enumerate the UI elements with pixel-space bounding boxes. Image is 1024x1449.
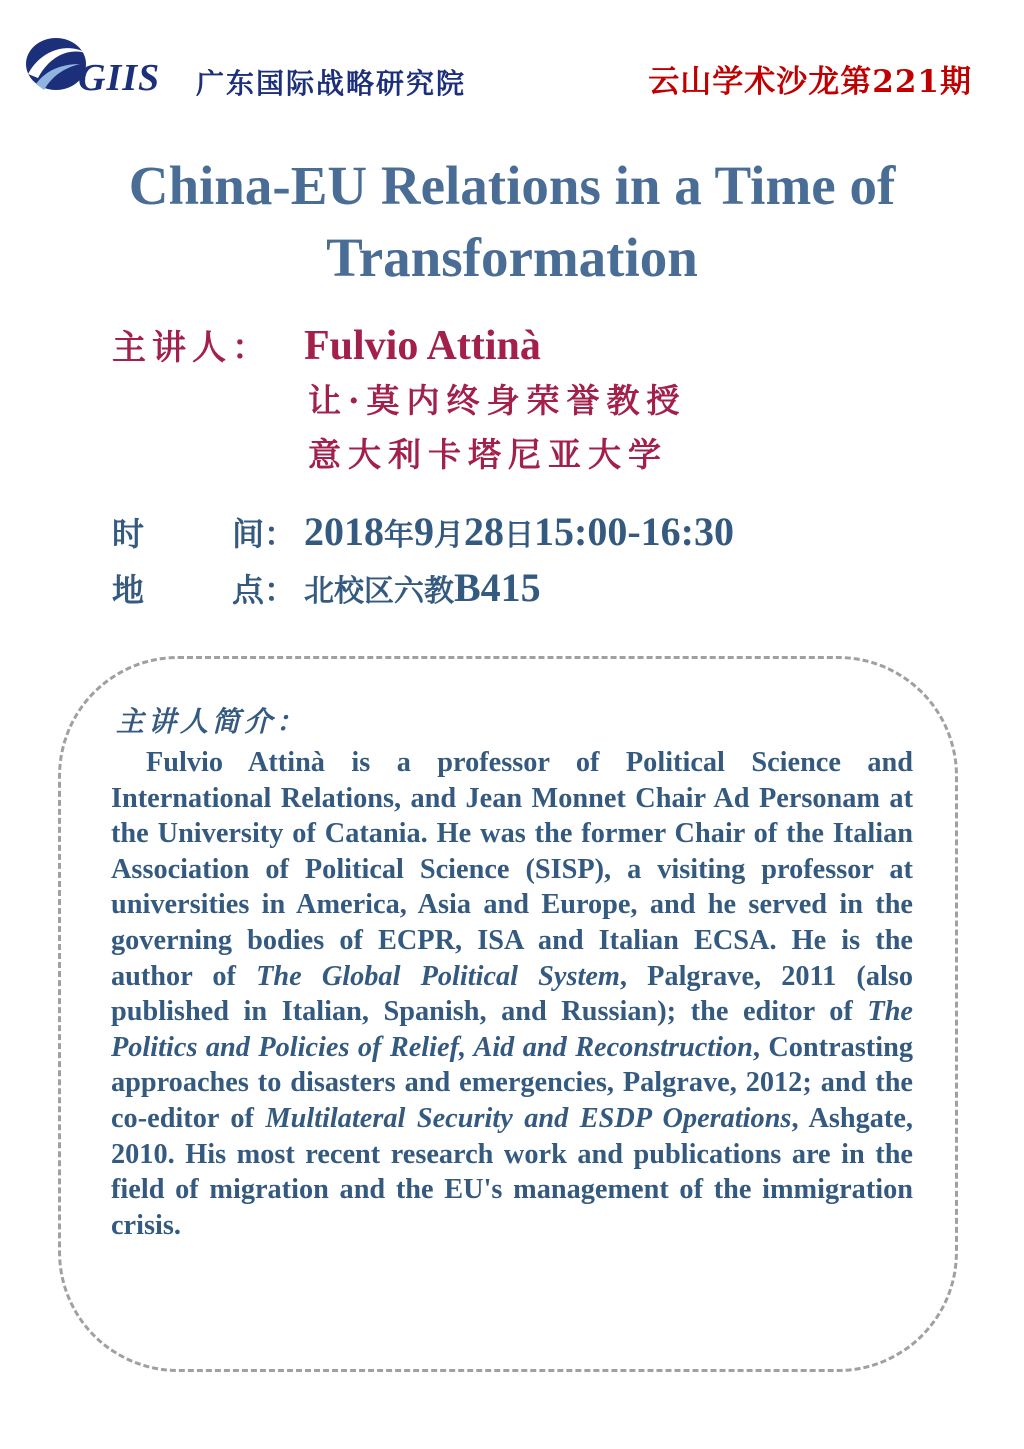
book-title: The Politics and Policies of Relief, Aid and Reconstruction — [111, 996, 913, 1063]
place-row — [112, 564, 734, 620]
bio-paragraph: Fulvio Attinà is a professor of Political Science and International Relations, and Jean Monnet Chair Ad Personam at the University of Catania. He was the former Chair of the Italian Association of Political Science (SISP), a visiting professor at universities in America, Asia and Europe, and he served in the governing bodies of ECPR, ISA and Italian ECSA. He is the author of The Global Political System, Palgrave, 2011 (also published in Italian, Spanish, and Russian); the editor of The Politics and Policies of Relief, Aid and Reconstruction, Contrasting approaches to disasters and emergencies, Palgrave, 2012; and the co-editor of Multilateral Security and ESDP Operations, Ashgate, 2010. His most recent research work and publications are in the field of migration and the EU's management of the immigration crisis. — [111, 747, 913, 1241]
event-datetime: 2018年9月28日15:00-16:30 — [304, 509, 734, 554]
giis-logo — [12, 34, 532, 114]
book-title: The Global Political System — [256, 960, 620, 992]
logo-mark: GIIS — [78, 57, 161, 99]
event-info — [112, 508, 734, 620]
time-row — [112, 508, 734, 564]
session-number: 云山学术沙龙第221期 — [648, 64, 972, 100]
institute-name: 广东国际战略研究院 — [196, 67, 467, 100]
place-label: 地 点： — [112, 571, 296, 609]
speaker-institution: 意大利卡塔尼亚大学 — [308, 435, 668, 474]
speaker-block — [112, 320, 912, 482]
bio-heading: 主讲人简介： — [116, 705, 309, 738]
speaker-label: 主讲人： — [112, 328, 272, 368]
time-label: 时 间： — [112, 515, 296, 553]
lecture-title: China-EU Relations in a Time of Transformation — [128, 155, 896, 288]
book-title: Multilateral Security and ESDP Operations — [265, 1102, 792, 1134]
speaker-position: 让·莫内终身荣誉教授 — [308, 381, 687, 420]
event-venue: 北校区六教B415 — [304, 565, 541, 610]
speaker-name: Fulvio Attinà — [304, 323, 541, 369]
